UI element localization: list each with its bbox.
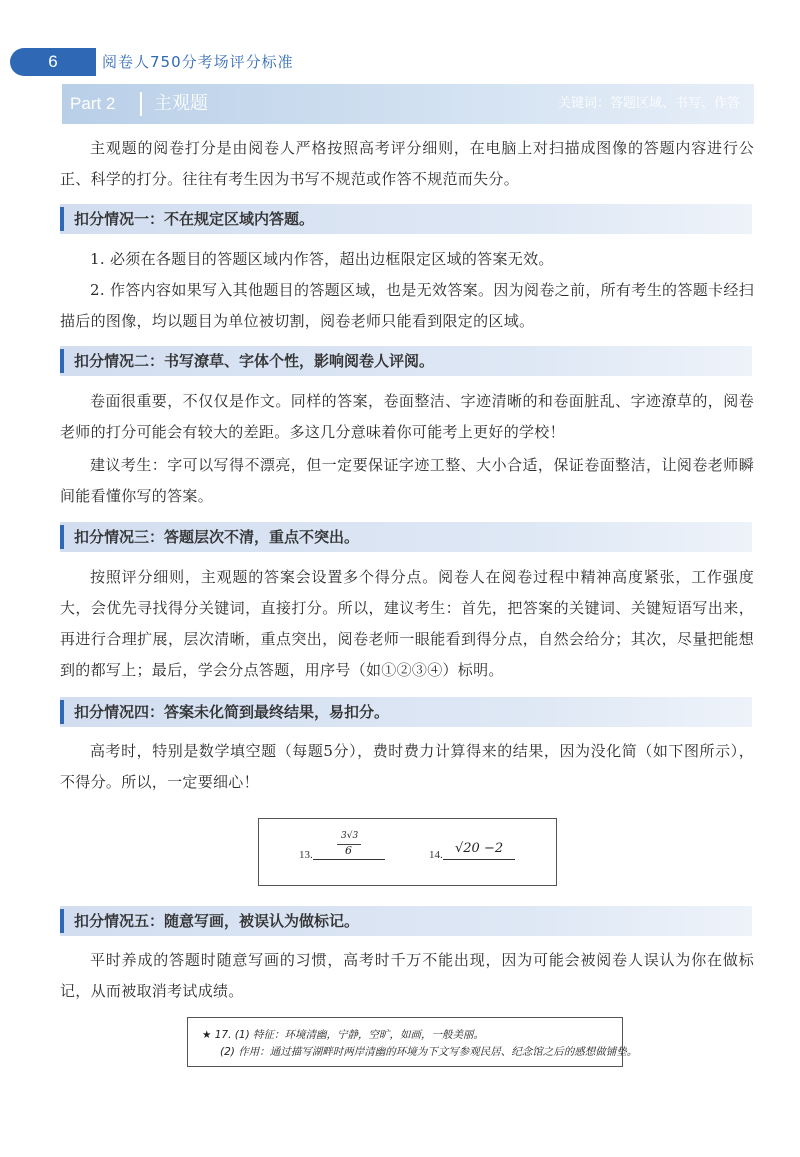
- question-13-label: 13.: [299, 849, 313, 861]
- page-header: [10, 48, 590, 76]
- paragraph: 平时养成的答题时随意写画的习惯，高考时千万不能出现，因为可能会被阅卷人误认为你在做标记，从而被取消考试成绩。: [60, 951, 754, 1000]
- section-heading: [60, 697, 752, 727]
- heading-accent-bar: [60, 909, 64, 933]
- part-divider: [140, 92, 142, 116]
- q13-denominator: 6: [345, 844, 352, 857]
- heading-accent-bar: [60, 207, 64, 231]
- q13-numerator: 3√3: [341, 831, 359, 841]
- heading-accent-bar: [60, 700, 64, 724]
- section-heading-text: 扣分情况一：不在规定区域内答题。: [74, 210, 315, 228]
- question-14-label: 14.: [429, 849, 443, 861]
- math-answer-example: [258, 818, 557, 886]
- section-heading-text: 扣分情况五：随意写画，被误认为做标记。: [74, 912, 360, 930]
- paragraph: 按照评分细则，主观题的答案会设置多个得分点。阅卷人在阅卷过程中精神高度紧张，工作强度大，会优先寻找得分关键词，直接打分。所以，建议考生：首先，把答案的关键词、关键短语写出来，再进行合理扩展，层次清晰，重点突出，阅卷老师一眼能看到得分点，自然会给分；其次，尽量把能想到的都写上；最后，学会分点答题，用序号（如①②③④）标明。: [60, 568, 754, 679]
- section-heading-text: 扣分情况三：答题层次不清，重点不突出。: [74, 528, 360, 546]
- paragraph: 建议考生：字可以写得不漂亮，但一定要保证字迹工整、大小合适，保证卷面整洁，让阅卷老师瞬间能看懂你写的答案。: [60, 456, 754, 505]
- handwriting-line-1: ★ 17. (1) 特征：环境清幽，宁静，空旷，如画，一般美丽。: [202, 1029, 484, 1041]
- part-banner: [62, 84, 754, 124]
- paragraph: 卷面很重要，不仅仅是作文。同样的答案，卷面整洁、字迹清晰的和卷面脏乱、字迹潦草的，阅卷老师的打分可能会有较大的差距。多这几分意味着你可能考上更好的学校！: [60, 392, 754, 441]
- part-keywords: 关键词：答题区域、书写、作答: [557, 96, 740, 111]
- answer-line: [443, 859, 515, 860]
- page-number: 6: [10, 48, 96, 76]
- answer-line: [313, 859, 385, 860]
- heading-accent-bar: [60, 525, 64, 549]
- section-heading-text: 扣分情况二：书写潦草、字体个性，影响阅卷人评阅。: [74, 352, 435, 370]
- intro-paragraph: 主观题的阅卷打分是由阅卷人严格按照高考评分细则，在电脑上对扫描成图像的答题内容进行公正、科学的打分。往往有考生因为书写不规范或作答不规范而失分。: [60, 139, 754, 188]
- section-heading: [60, 906, 752, 936]
- part-label: Part 2: [70, 94, 116, 113]
- section-heading: [60, 204, 752, 234]
- handwriting-line-2: (2) 作用：通过描写湖畔时两岸清幽的环境为下文写参观民居、纪念馆之后的感想做铺垫。: [220, 1046, 638, 1058]
- section-heading: [60, 522, 752, 552]
- book-title: 阅卷人750分考场评分标准: [102, 53, 294, 71]
- section-heading-text: 扣分情况四：答案未化简到最终结果，易扣分。: [74, 703, 390, 721]
- paragraph: 1. 必须在各题目的答题区域内作答，超出边框限定区域的答案无效。: [90, 250, 554, 268]
- handwriting-example: [187, 1017, 638, 1067]
- section-heading: [60, 346, 752, 376]
- paragraph: 高考时，特别是数学填空题（每题5分），费时费力计算得来的结果，因为没化简（如下图所示），不得分。所以，一定要细心！: [60, 742, 754, 791]
- part-title: 主观题: [154, 93, 208, 114]
- heading-accent-bar: [60, 349, 64, 373]
- q14-answer: √20 −2: [455, 841, 504, 856]
- paragraph: 2. 作答内容如果写入其他题目的答题区域，也是无效答案。因为阅卷之前，所有考生的答题卡经扫描后的图像，均以题目为单位被切割，阅卷老师只能看到限定的区域。: [60, 281, 754, 330]
